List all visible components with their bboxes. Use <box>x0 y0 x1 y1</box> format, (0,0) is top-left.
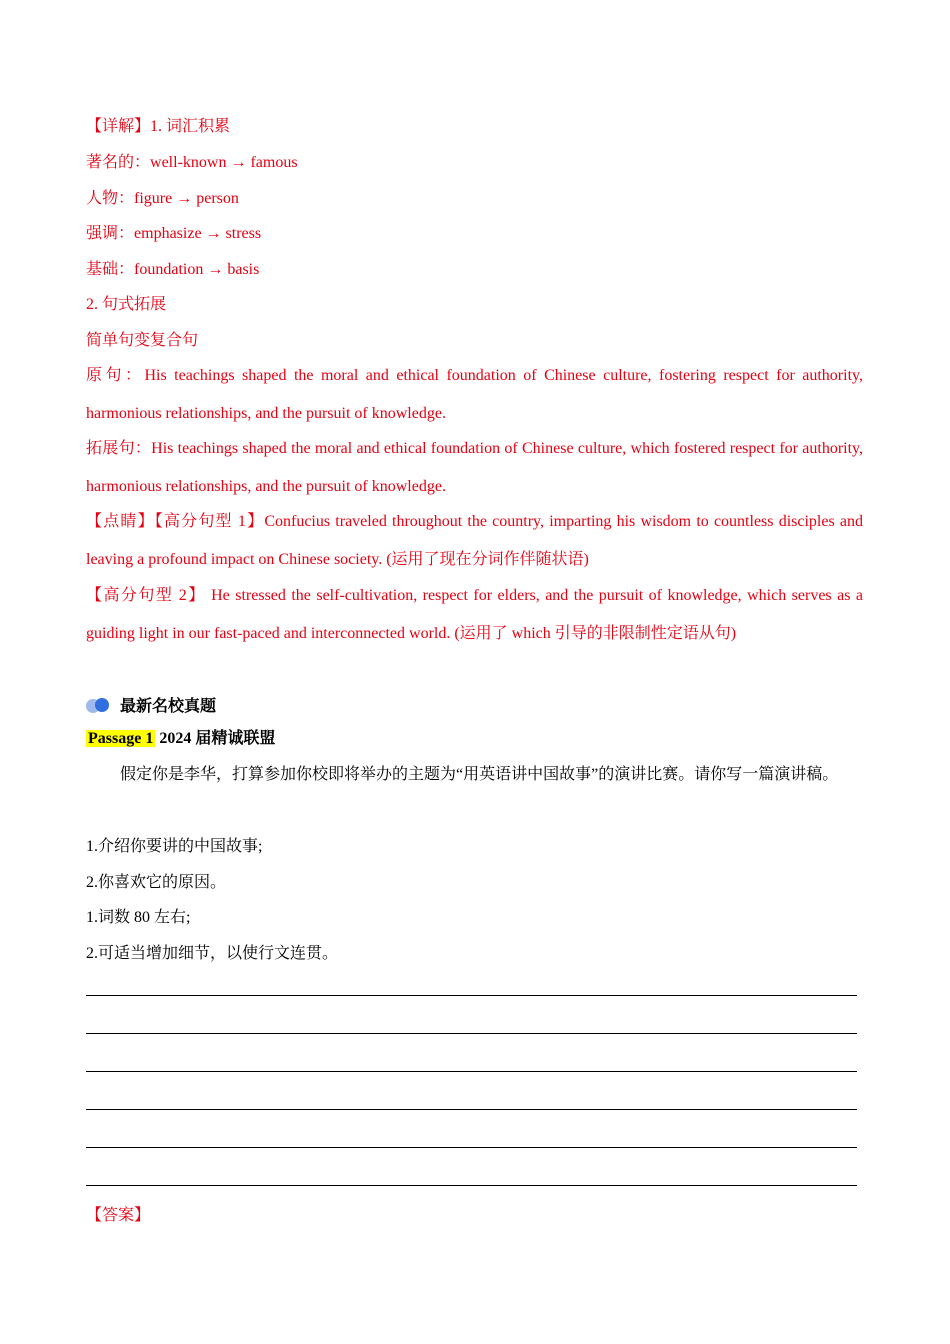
bullet-dots-icon <box>86 697 112 713</box>
highlight-sentence-text: He stressed the self-cultivation, respect for elders, and the pursuit of knowledge, which serves as a guiding light in our fast-paced and interconnected world. <box>86 587 863 642</box>
vocab-item: 人物：figure → person <box>86 190 239 207</box>
transform-title: 简单句变复合句 <box>86 332 199 349</box>
highlight-sentence-1 <box>86 503 863 579</box>
highlight-label: 【点睛】 <box>86 513 155 530</box>
prompt-point: 1.介绍你要讲的中国故事; <box>86 838 263 855</box>
highlight-pattern-label: 【高分句型 2】 <box>86 587 206 604</box>
detail-heading <box>86 116 863 138</box>
writing-line[interactable] <box>86 995 857 996</box>
highlight-sentence-text: Confucius traveled throughout the country, imparting his wisdom to countless disciples and leaving a profound impact on Chinese society. <box>86 513 863 568</box>
expanded-label: 拓展句： <box>86 440 152 457</box>
vocab-item: 基础：foundation → basis <box>86 261 260 278</box>
section-heading <box>86 693 863 716</box>
detail-heading-text: 1. 词汇积累 <box>150 118 231 135</box>
writing-line[interactable] <box>86 1071 857 1072</box>
prompt-note: 2.可适当增加细节，以使行文连贯。 <box>86 945 339 962</box>
writing-prompt: 假定你是李华，打算参加你校即将举办的主题为“用英语讲中国故事”的演讲比赛。请你写一篇演讲稿。 <box>120 766 839 783</box>
highlight-pattern-label: 【高分句型 1】 <box>154 513 265 530</box>
expanded-sentence <box>86 430 863 506</box>
writing-line[interactable] <box>86 1109 857 1110</box>
detail-bracket: 【详解】 <box>86 118 151 135</box>
answer-label: 【答案】 <box>86 1207 151 1224</box>
original-text: His teachings shaped the moral and ethical foundation of Chinese culture, fostering respect for authority, harmonious relationships, and the pursuit of knowledge. <box>86 367 863 422</box>
passage-label: Passage 1 <box>88 730 154 747</box>
vocab-item: 强调：emphasize → stress <box>86 225 262 242</box>
section-title: 最新名校真题 <box>120 698 217 715</box>
passage-source: 2024 届精诚联盟 <box>159 730 276 747</box>
writing-line[interactable] <box>86 1033 857 1034</box>
prompt-point: 2.你喜欢它的原因。 <box>86 874 227 891</box>
writing-line[interactable] <box>86 1147 857 1148</box>
prompt-note: 1.词数 80 左右; <box>86 909 191 926</box>
vocab-item: 著名的：well-known → famous <box>86 154 298 171</box>
expanded-text: His teachings shaped the moral and ethical foundation of Chinese culture, which fostered respect for authority, harmonious relationships, and the pursuit of knowledge. <box>86 440 863 495</box>
highlight-note: (运用了现在分词作伴随状语) <box>386 551 589 568</box>
highlight-sentence-2 <box>86 577 863 653</box>
writing-line[interactable] <box>86 1185 857 1186</box>
original-label: 原句： <box>86 367 145 384</box>
original-sentence <box>86 357 863 433</box>
highlight-note: (运用了 which 引导的非限制性定语从句) <box>454 625 737 642</box>
passage-header <box>86 728 863 750</box>
sentence-heading: 2. 句式拓展 <box>86 296 167 313</box>
